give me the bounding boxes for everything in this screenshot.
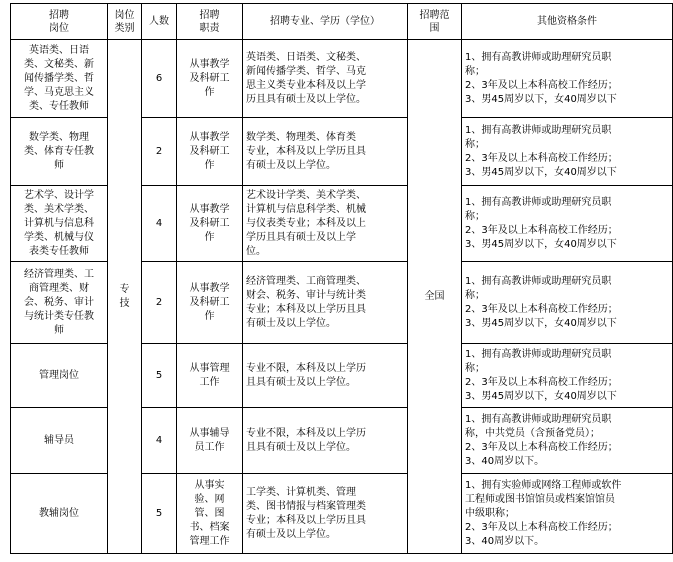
other-cell: 1、拥有高教讲师或助理研究员职 称，中共党员（含预备党员）； 2、3年及以上本科高校工作经历； 3、40周岁以下。 <box>462 408 673 474</box>
header-scope: 招聘范 围 <box>408 4 462 40</box>
header-major: 招聘专业、学历（学位） <box>243 4 408 40</box>
post-cell: 教辅岗位 <box>11 474 108 554</box>
duty-cell: 从事教学 及科研工 作 <box>177 118 243 186</box>
scope-cell: 全国 <box>408 40 462 554</box>
header-other: 其他资格条件 <box>462 4 673 40</box>
other-cell: 1、拥有实验师或网络工程师或软件 工程师或图书馆馆员或档案馆馆员 中级职称； 2、3年及以上本科高校工作经历； 3、40周岁以下。 <box>462 474 673 554</box>
count-cell: 2 <box>142 118 177 186</box>
post-cell: 管理岗位 <box>11 344 108 408</box>
header-post: 招聘 岗位 <box>11 4 108 40</box>
category-cell: 专 技 <box>108 40 142 554</box>
table-row <box>11 40 673 118</box>
major-cell: 专业不限，本科及以上学历 且具有硕士及以上学位。 <box>243 408 408 474</box>
header-category: 岗位 类别 <box>108 4 142 40</box>
major-cell: 专业不限，本科及以上学历 且具有硕士及以上学位。 <box>243 344 408 408</box>
post-cell: 艺术学、设计学 类、美术学类、 计算机与信息科 学类、机械与仪 表类专任教师 <box>11 186 108 262</box>
count-cell: 4 <box>142 408 177 474</box>
table-body <box>11 40 673 554</box>
count-cell: 6 <box>142 40 177 118</box>
major-cell: 经济管理类、工商管理类、 财会、税务、审计与统计类 专业；本科及以上学历且具 有硕士及以上学位。 <box>243 262 408 344</box>
duty-cell: 从事教学 及科研工 作 <box>177 40 243 118</box>
duty-cell: 从事教学 及科研工 作 <box>177 186 243 262</box>
post-cell: 英语类、日语 类、文秘类、新 闻传播学类、哲 学、马克思主义 类、专任教师 <box>11 40 108 118</box>
other-cell: 1、拥有高教讲师或助理研究员职 称； 2、3年及以上本科高校工作经历； 3、男45周岁以下，女40周岁以下 <box>462 40 673 118</box>
major-cell: 数学类、物理类、体育类 专业，本科及以上学历且具 有硕士及以上学位。 <box>243 118 408 186</box>
count-cell: 2 <box>142 262 177 344</box>
duty-cell: 从事管理 工作 <box>177 344 243 408</box>
duty-cell: 从事辅导 员工作 <box>177 408 243 474</box>
recruitment-table <box>10 3 673 554</box>
major-cell: 艺术设计学类、美术学类、 计算机与信息科学类、机械 与仪表类专业；本科及以上 学历且具有硕士及以上学 位。 <box>243 186 408 262</box>
major-cell: 工学类、计算机类、管理 类、图书情报与档案管理类 专业；本科及以上学历且具 有硕士及以上学位。 <box>243 474 408 554</box>
header-count: 人数 <box>142 4 177 40</box>
count-cell: 4 <box>142 186 177 262</box>
other-cell: 1、拥有高教讲师或助理研究员职 称； 2、3年及以上本科高校工作经历； 3、男45周岁以下，女40周岁以下 <box>462 186 673 262</box>
post-cell: 经济管理类、工 商管理类、财 会、税务、审计 与统计类专任教 师 <box>11 262 108 344</box>
post-cell: 数学类、物理 类、体育专任教 师 <box>11 118 108 186</box>
count-cell: 5 <box>142 474 177 554</box>
other-cell: 1、拥有高教讲师或助理研究员职 称； 2、3年及以上本科高校工作经历； 3、男45周岁以下，女40周岁以下 <box>462 262 673 344</box>
other-cell: 1、拥有高教讲师或助理研究员职 称； 2、3年及以上本科高校工作经历； 3、男45周岁以下，女40周岁以下 <box>462 344 673 408</box>
duty-cell: 从事实 验、网 管、图 书、档案 管理工作 <box>177 474 243 554</box>
major-cell: 英语类、日语类、文秘类、 新闻传播学类、哲学、马克 思主义类专业本科及以上学 历且具有硕士及以上学位。 <box>243 40 408 118</box>
duty-cell: 从事教学 及科研工 作 <box>177 262 243 344</box>
post-cell: 辅导员 <box>11 408 108 474</box>
other-cell: 1、拥有高教讲师或助理研究员职 称； 2、3年及以上本科高校工作经历； 3、男45周岁以下，女40周岁以下 <box>462 118 673 186</box>
count-cell: 5 <box>142 344 177 408</box>
header-duty: 招聘 职责 <box>177 4 243 40</box>
header-row <box>11 4 673 40</box>
